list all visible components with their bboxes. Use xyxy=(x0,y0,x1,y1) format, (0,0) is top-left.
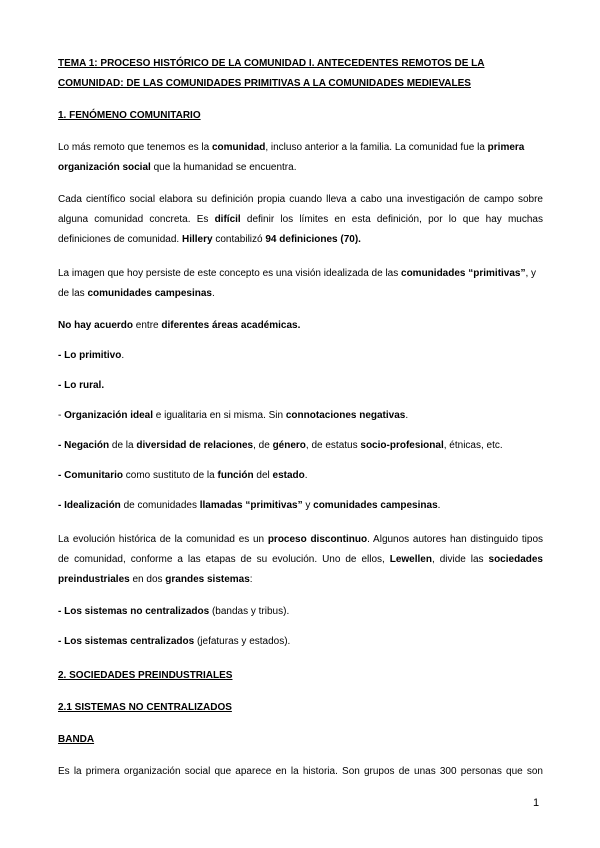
text: . xyxy=(211,288,215,299)
bold-text: comunidades campesinas xyxy=(313,500,438,511)
text: definir los límites en esta definición, por lo que hay muchas definiciones de comunidad. xyxy=(58,214,543,245)
page-number: 1 xyxy=(533,797,540,809)
text: Cada científico social elabora su definición propia cuando lleva a cabo una investigación de campo sobre alguna comunidad concreta. Es xyxy=(58,194,543,225)
bold-text: - Los sistemas no centralizados xyxy=(58,606,210,617)
bold-text: - Idealización xyxy=(58,500,121,511)
bold-text: comunidades campesinas xyxy=(87,288,212,299)
text: entre xyxy=(133,320,162,331)
bold-text: socio-profesional xyxy=(360,440,444,451)
text: , y de las xyxy=(58,268,537,299)
section-heading-sociedades-preindustriales: 2. SOCIEDADES PREINDUSTRIALES xyxy=(58,670,233,681)
text: La imagen que hoy persiste de este concepto es una visión idealizada de las xyxy=(58,268,402,279)
bold-text: - Lo rural. xyxy=(58,380,105,391)
bold-text: Organización ideal xyxy=(64,410,154,421)
bold-text: sociedades preindustriales xyxy=(58,554,543,585)
text: de la xyxy=(109,440,137,451)
bold-text: función xyxy=(217,470,254,481)
bold-text: Hillery xyxy=(181,234,213,245)
bold-text: No hay acuerdo xyxy=(58,320,134,331)
text: , de estatus xyxy=(305,440,361,451)
text: , divide las xyxy=(431,554,489,565)
list-item-centralizados xyxy=(58,632,543,652)
list-item-lo-rural xyxy=(58,376,543,396)
text: de comunidades xyxy=(120,500,200,511)
bold-text: - Comunitario xyxy=(58,470,123,481)
text: (jefaturas y estados) xyxy=(194,636,288,647)
text: , de xyxy=(253,440,273,451)
text: (bandas y tribus) xyxy=(209,606,287,617)
paragraph-4 xyxy=(58,316,543,336)
bold-text: diferentes áreas académicas. xyxy=(161,320,301,331)
bold-text: estado xyxy=(272,470,305,481)
paragraph-3 xyxy=(58,264,543,304)
list-item-lo-primitivo xyxy=(58,346,543,366)
bold-text: género xyxy=(272,440,306,451)
bold-text: comunidad xyxy=(211,142,266,153)
bold-text: diversidad de relaciones xyxy=(136,440,254,451)
bold-text: - Los sistemas centralizados xyxy=(58,636,195,647)
text: . xyxy=(304,470,308,481)
paragraph-2 xyxy=(58,190,543,250)
text: , étnicas, etc. xyxy=(443,440,503,451)
paragraph-6: Es la primera organización social que aparece en la historia. Son grupos de unas 300 personas que son xyxy=(58,766,543,777)
text: La evolución histórica de la comunidad es un xyxy=(58,534,268,545)
bold-text: connotaciones negativas xyxy=(285,410,406,421)
list-item-organizacion-ideal xyxy=(58,406,543,426)
bold-text: - Lo primitivo xyxy=(58,350,122,361)
text: que la humanidad se encuentra. xyxy=(150,162,297,173)
text: Lo más remoto que tenemos es la xyxy=(58,142,212,153)
bold-text: proceso discontinuo xyxy=(267,534,368,545)
bold-text: primera organización social xyxy=(58,142,525,173)
text: , incluso anterior a la familia. La comunidad fue la xyxy=(265,142,488,153)
text: e igualitaria en si misma. Sin xyxy=(153,410,286,421)
text: . xyxy=(286,606,290,617)
document-title: TEMA 1: PROCESO HISTÓRICO DE LA COMUNIDAD I. ANTECEDENTES REMOTOS DE LA COMUNIDAD: DE LAS COMUNIDADES PRIMITIVAS A LA COMUNIDADES MEDIEVALES xyxy=(58,58,485,89)
bold-text: - Negación xyxy=(58,440,110,451)
list-item-idealizacion xyxy=(58,496,543,516)
bold-text: Lewellen xyxy=(389,554,432,565)
text: del xyxy=(253,470,273,481)
text: : xyxy=(249,574,253,585)
bold-text: difícil xyxy=(214,214,241,225)
text: . xyxy=(437,500,441,511)
text: - xyxy=(58,410,65,421)
paragraph-5 xyxy=(58,530,543,590)
list-item-no-centralizados xyxy=(58,602,543,622)
bold-text: 94 definiciones (70). xyxy=(265,234,361,245)
section-heading-fenomeno-comunitario: 1. FENÓMENO COMUNITARIO xyxy=(58,110,201,121)
text: como sustituto de la xyxy=(123,470,218,481)
bold-text: llamadas “primitivas” xyxy=(199,500,303,511)
list-item-comunitario xyxy=(58,466,543,486)
text: . xyxy=(405,410,409,421)
paragraph-1 xyxy=(58,138,543,178)
text: . xyxy=(121,350,125,361)
list-item-negacion xyxy=(58,436,543,456)
text: y xyxy=(302,500,314,511)
text: en dos xyxy=(129,574,166,585)
text: . xyxy=(287,636,291,647)
subsection-heading-sistemas-no-centralizados: 2.1 SISTEMAS NO CENTRALIZADOS xyxy=(58,702,232,713)
bold-text: grandes sistemas xyxy=(165,574,250,585)
text: . Algunos autores han distinguido tipos de comunidad, conforme a las etapas de su evolución. Uno de ellos, xyxy=(58,534,544,565)
text: contabilizó xyxy=(212,234,266,245)
bold-text: comunidades “primitivas” xyxy=(401,268,526,279)
subheading-banda: BANDA xyxy=(58,734,95,745)
